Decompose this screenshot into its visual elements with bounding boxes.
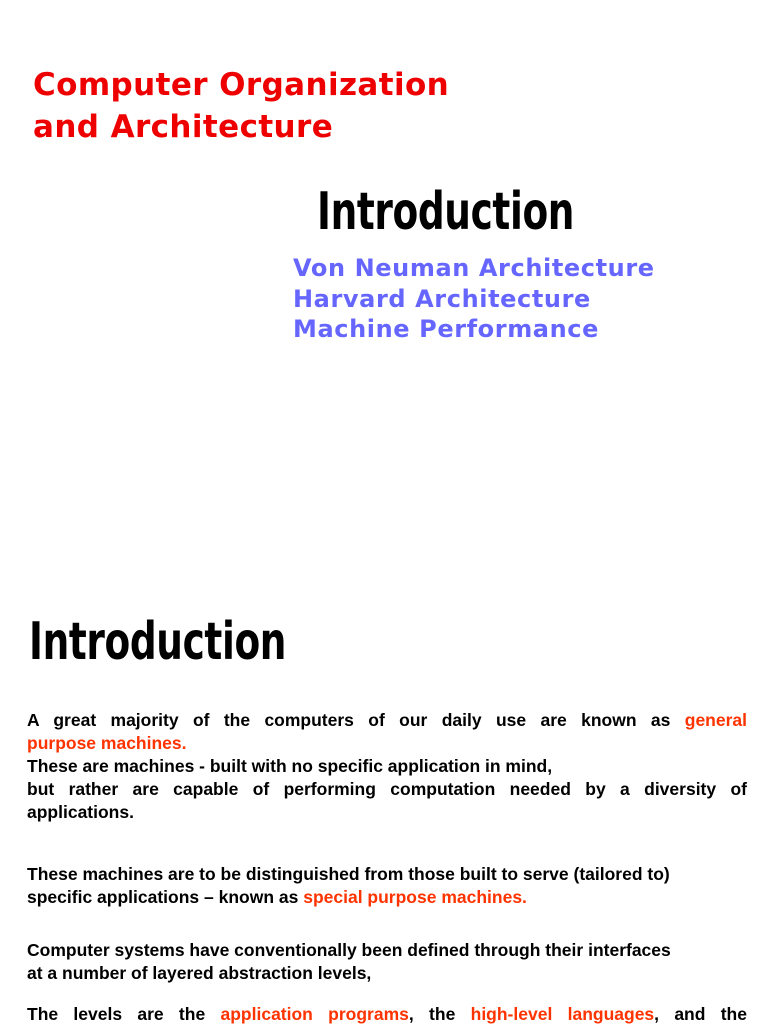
paragraph-line: These are machines - built with no specific application in mind,	[27, 756, 553, 776]
topic-list	[293, 253, 655, 345]
paragraph-general-purpose	[27, 709, 747, 824]
paragraph-text: A great majority of the computers of our daily use are known as	[27, 710, 671, 730]
slide2-heading: Introduction	[29, 612, 287, 672]
highlight-high-level-languages: high-level languages	[470, 1004, 655, 1024]
course-title-line-1: Computer Organization	[33, 67, 450, 103]
course-title	[33, 64, 553, 148]
paragraph-text: , and the	[654, 1004, 747, 1024]
paragraph-text: The levels are the	[27, 1004, 206, 1024]
topic-von-neuman: Von Neuman Architecture	[293, 254, 655, 282]
paragraph-levels	[27, 1003, 747, 1024]
paragraph-line	[27, 1003, 747, 1024]
paragraph-line	[27, 709, 747, 732]
highlight-purpose-machines: purpose machines.	[27, 733, 187, 753]
paragraph-line: applications.	[27, 802, 134, 822]
highlight-general: general	[684, 710, 747, 730]
paragraph-special-purpose	[27, 863, 747, 909]
paragraph-text: specific applications – known as	[27, 887, 299, 907]
paragraph-text: , the	[408, 1004, 456, 1024]
paragraph-line: but rather are capable of performing computation needed by a diversity of	[27, 779, 747, 799]
paragraph-line: at a number of layered abstraction levels,	[27, 963, 372, 983]
course-title-line-2: and Architecture	[33, 109, 334, 145]
highlight-application-programs: application programs	[220, 1004, 409, 1024]
slide1-heading: Introduction	[317, 182, 575, 242]
topic-machine-performance: Machine Performance	[293, 315, 599, 343]
topic-harvard: Harvard Architecture	[293, 284, 591, 313]
paragraph-line: Computer systems have conventionally been defined through their interfaces	[27, 940, 671, 960]
paragraph-line	[27, 886, 747, 909]
paragraph-abstraction-levels	[27, 939, 747, 985]
highlight-special-purpose: special purpose machines.	[303, 887, 527, 907]
paragraph-line: These machines are to be distinguished from those built to serve (tailored to)	[27, 864, 670, 884]
